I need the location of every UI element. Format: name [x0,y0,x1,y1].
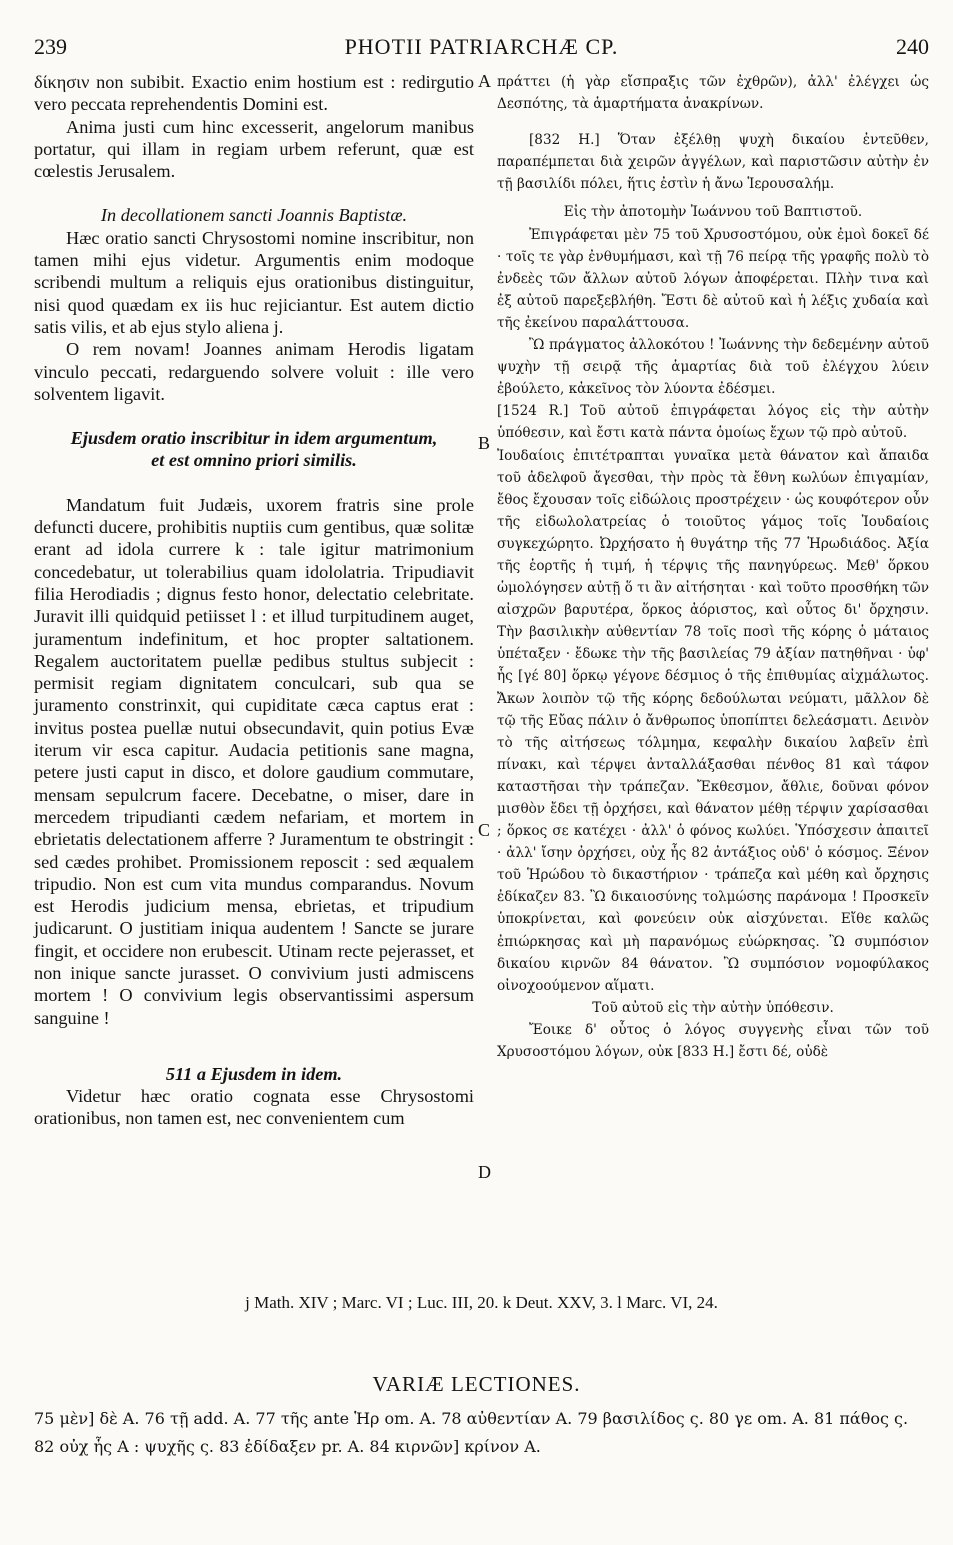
page-number-left: 239 [34,34,67,59]
greek-column [497,71,929,1063]
page-number-right: 240 [896,34,929,59]
latin-paragraph: O rem novam! Joannes animam Herodis ligatam vinculo peccati, redarguendo solvere voluit : ille vero solventem ligavit. [34,339,474,404]
greek-paragraph: Ὢ πράγματος ἀλλοκότου ! Ἰωάννης τὴν δεδεμένην αὐτοῦ ψυχὴν τῇ σειρᾷ τῆς ἁμαρτίας διὰ τοῦ ἐλέγχου λύειν ἐβούλετο, κἀκεῖνος τὸν λύοντα ἐδέσμει. [497,337,929,398]
latin-paragraph: Mandatum fuit Judæis, uxorem fratris sine prole defuncti ducere, prohibitis nuptiis cum gentibus, quæ solitæ erant ad idola currere k : tale igitur matrimonium concedebatur, ut tolerabilius quam idololatria. Tripudiavit filia Herodiadis ; dignus festo honor, delectatio celebritate. Juravit illi quidquid petiisset l : et illud turpitudinem auget, juramentum indefinitum, et hoc propter saltationem. Regalem auctoritatem puellæ pedibus stultus subjecit : permisit regiam dignitatem conculcari, sub qua se juramento constrinxit, qui cupiditate cæca captus erat : invitus postea puellæ nutui obsecundavit, quin potius Evæ iterum vir esca capitur. Audacia petitionis sane magna, petere justi caput in disco, et dolore gaudium commutare, mensam sepulcrum facere. Decebatne, o miser, dare in mercedem tripudianti cædem nefariam, et mortem in ebrietatis delectationem afferre ? Juramentum te obstringit : sed cædes prohibet. Promissionem reposcit : sed æqualem tripudio. Non est cum vita mundus comparandus. Novum est Herodis judicium mensa, ebrietas, et tripudium judicarunt. O justitiam iniqua audentem ! Sancte se jurare fingit, et occidere non erubescit. Utinam recte pejerasset, et non inique sancte jurasset. O convivium justi admiscens mortem ! O convivium legis observantissimi aspersum sanguine ! [34,494,474,1028]
greek-paragraph: Ἰουδαίοις ἐπιτέτραπται γυναῖκα μετὰ θάνατον καὶ ἄπαιδα τοῦ ἀδελφοῦ ἄγεσθαι, τὴν πρὸς τὰ ἔθνη κωλύων ἐπιγαμίαν, ἔθος ἔχουσαν τοῖς εἰδώλοις προστρέχειν · ὡς κουφότερον οὖν τῆς εἰδωλολατρείας ὁ τοιοῦτος γάμος τοῖς Ἰουδαίοις συγκεχώρητο. Ὠρχήσατο ἡ θυγάτηρ τῆς 77 Ἡρωδιάδος. Ἀξία τῆς ἑορτῆς ἡ τιμή, ἡ τέρψις τῆς πανηγύρεως. Μεθ' ὅρκου ὡμολόγησεν αὐτῇ ὅ τι ἂν αἰτήσηται · καὶ τοῦτο προσθήκη τῶν αἰσχρῶν βαρυτέρα, ὅρκος ἀόριστος, καὶ οὗτος δι' ὄρχησιν. Τὴν βασιλικὴν αὐθεντίαν 78 τοῖς ποσὶ τῆς κόρης ὁ μάταιος ὑπέταξεν · ἔδωκε τὴν τῆς βασιλείας 79 ἀξίαν πατηθῆναι · ὑφ' ἧς [γέ 80] ὅρκῳ γέγονε δέσμιος ὁ τῆς ἐπιθυμίας αἰχμάλωτος. Ἄκων λοιπὸν τῷ τῆς κόρης δεδούλωται νεύματι, μᾶλλον δὲ τῷ τῆς Εὔας πάλιν ὁ ἄνθρωπος ὑποπίπτει δελεάσματι. Δεινὸν τὸ τῆς αἰτήσεως τόλμημα, κεφαλὴν δικαίου λαβεῖν ἐπὶ πίνακι, καὶ τέρψει ἀνταλλάξασθαι πένθος 81 καὶ τάφον καταστῆσαι τὴν τράπεζαν. Ἔκθεσμον, ἄθλιε, δοῦναι φόνον μισθὸν ἔδει τῇ ὀρχήσει, καὶ θάνατον μέθῃ τέρψιν χαρίσασθαι ; ὅρκος σε κατέχει · ἀλλ' ὁ φόνος κωλύει. Ὑπόσχεσιν ἀπαιτεῖ · ἀλλ' ἴσην ὀρχήσει, οὐχ ἧς 82 ἀντάξιος οὐδ' ὁ κόσμος. Ξένον τοῦ Ἡρώδου τὸ δικαστήριον · τράπεζα καὶ μέθη καὶ ὄρχησις ἐδίκαζεν 83. Ὢ δικαιοσύνης τολμώσης παράνομα ! Προσκεῖν ὑποκρίνεται, καὶ φονεύειν οὐκ αἰσχύνεται. Εἴθε καλῶς ἐπιώρκησας καὶ μὴ παρανόμως εὐώρκησας. Ὢ συμπόσιον δικαίου κιρνῶν 84 θάνατον. Ὢ συμπόσιον νομοφύλακος οἰνοχοούμενον αἵματι. [497,447,929,994]
running-title: PHOTII PATRIARCHÆ CP. [344,34,619,59]
latin-paragraph: Videtur hæc oratio cognata esse Chrysostomi orationibus, non tamen est, nec convenientem cum [34,1086,474,1129]
variae-lectiones-text: 75 μὲν] δὲ A. 76 τῇ add. A. 77 τῆς ante Ἡρ om. A. 78 αὐθεντίαν A. 79 βασιλίδος ς. 80 γε om. A. 81 πάθος ς. 82 οὐχ ἧς A : ψυχῆς ς. 83 ἐδίδαξεν pr. A. 84 κιρνῶν] κρίνον A. [34,1409,909,1456]
latin-paragraph: δίκησιν non subibit. Exactio enim hostium est : redirgutio vero peccata reprehendentis Domini est. [34,72,474,115]
margin-marker-c: C [478,820,491,840]
greek-paragraph: Ἔοικε δ' οὗτος ὁ λόγος συγγενὴς εἶναι τῶν τοῦ Χρυσοστόμου λόγων, οὐκ [833 H.] ἔστι δέ, οὐδὲ [497,1021,929,1061]
latin-column [34,71,474,1130]
footnotes: j Math. XIV ; Marc. VI ; Luc. III, 20. k Deut. XXV, 3. l Marc. VI, 24. [245,1293,718,1312]
greek-heading: Τοῦ αὐτοῦ εἰς τὴν αὐτὴν ὑπόθεσιν. [592,999,834,1016]
page-header [34,34,929,62]
margin-marker-b: B [478,433,491,453]
section-heading: In decollationem sancti Joannis Baptistæ. [100,205,408,226]
greek-heading: Εἰς τὴν ἀποτομὴν Ἰωάννου τοῦ Βαπτιστοῦ. [563,204,863,221]
greek-paragraph: [832 H.] Ὅταν ἐξέλθῃ ψυχὴ δικαίου ἐντεῦθεν, παραπέμπεται διὰ χειρῶν ἀγγέλων, καὶ παριστῶσιν αὐτὴν ἐν τῇ βασιλίδι πόλει, ἥτις ἐστὶν ἡ ἄνω Ἱερουσαλήμ. [497,132,929,193]
margin-marker-d: D [478,1162,491,1182]
latin-paragraph: Hæc oratio sancti Chrysostomi nomine inscribitur, non tamen mihi ejus videtur. Argumentis enim modoque scribendi multum a reliquis ejus orationibus distinguitur, nisi quod quædam ex iis huc rejiciantur. Est autem dictio satis vilis, et ab ejus stylo aliena j. [34,227,474,337]
latin-paragraph: Anima justi cum hinc excesserit, angelorum manibus portatur, qui illam in regiam urbem referunt, quæ est cœlestis Jerusalem. [34,116,474,182]
greek-paragraph: πράττει (ἡ γὰρ εἴσπραξις τῶν ἐχθρῶν), ἀλλ' ἐλέγχει ὡς Δεσπότης, τὰ ἁμαρτήματα ἀνακρίνων. [497,74,929,113]
section-heading: 511 a Ejusdem in idem. [165,1063,343,1084]
section-heading: Ejusdem oratio inscribitur in idem argumentum, [70,428,438,449]
margin-marker-a: A [478,71,491,91]
section-heading: et est omnino priori similis. [151,450,357,471]
variae-lectiones-title: VARIÆ LECTIONES. [372,1372,581,1396]
greek-paragraph: [1524 R.] Τοῦ αὐτοῦ ἐπιγράφεται λόγος εἰς τὴν αὐτὴν ὑπόθεσιν, καὶ ἔστι κατὰ πάντα ὁμοίως ἔχων τῷ πρὸ αὐτοῦ. [497,403,929,442]
greek-paragraph: Ἐπιγράφεται μὲν 75 τοῦ Χρυσοστόμου, οὐκ ἐμοὶ δοκεῖ δέ · τοῖς τε γὰρ ἐνθυμήμασι, καὶ τῇ 76 πείρᾳ τῆς γραφῆς πολὺ τὸ ἐνδεὲς τῶν ἄλλων αὐτοῦ λόγων ἀποφέρεται. Πλὴν τινα καὶ ἐξ αὐτοῦ παρεξεβλήθη. Ἔστι δὲ αὐτοῦ καὶ ἡ λέξις χυδαία καὶ τῆς ἐκείνου παραλάττουσα. [497,226,929,331]
